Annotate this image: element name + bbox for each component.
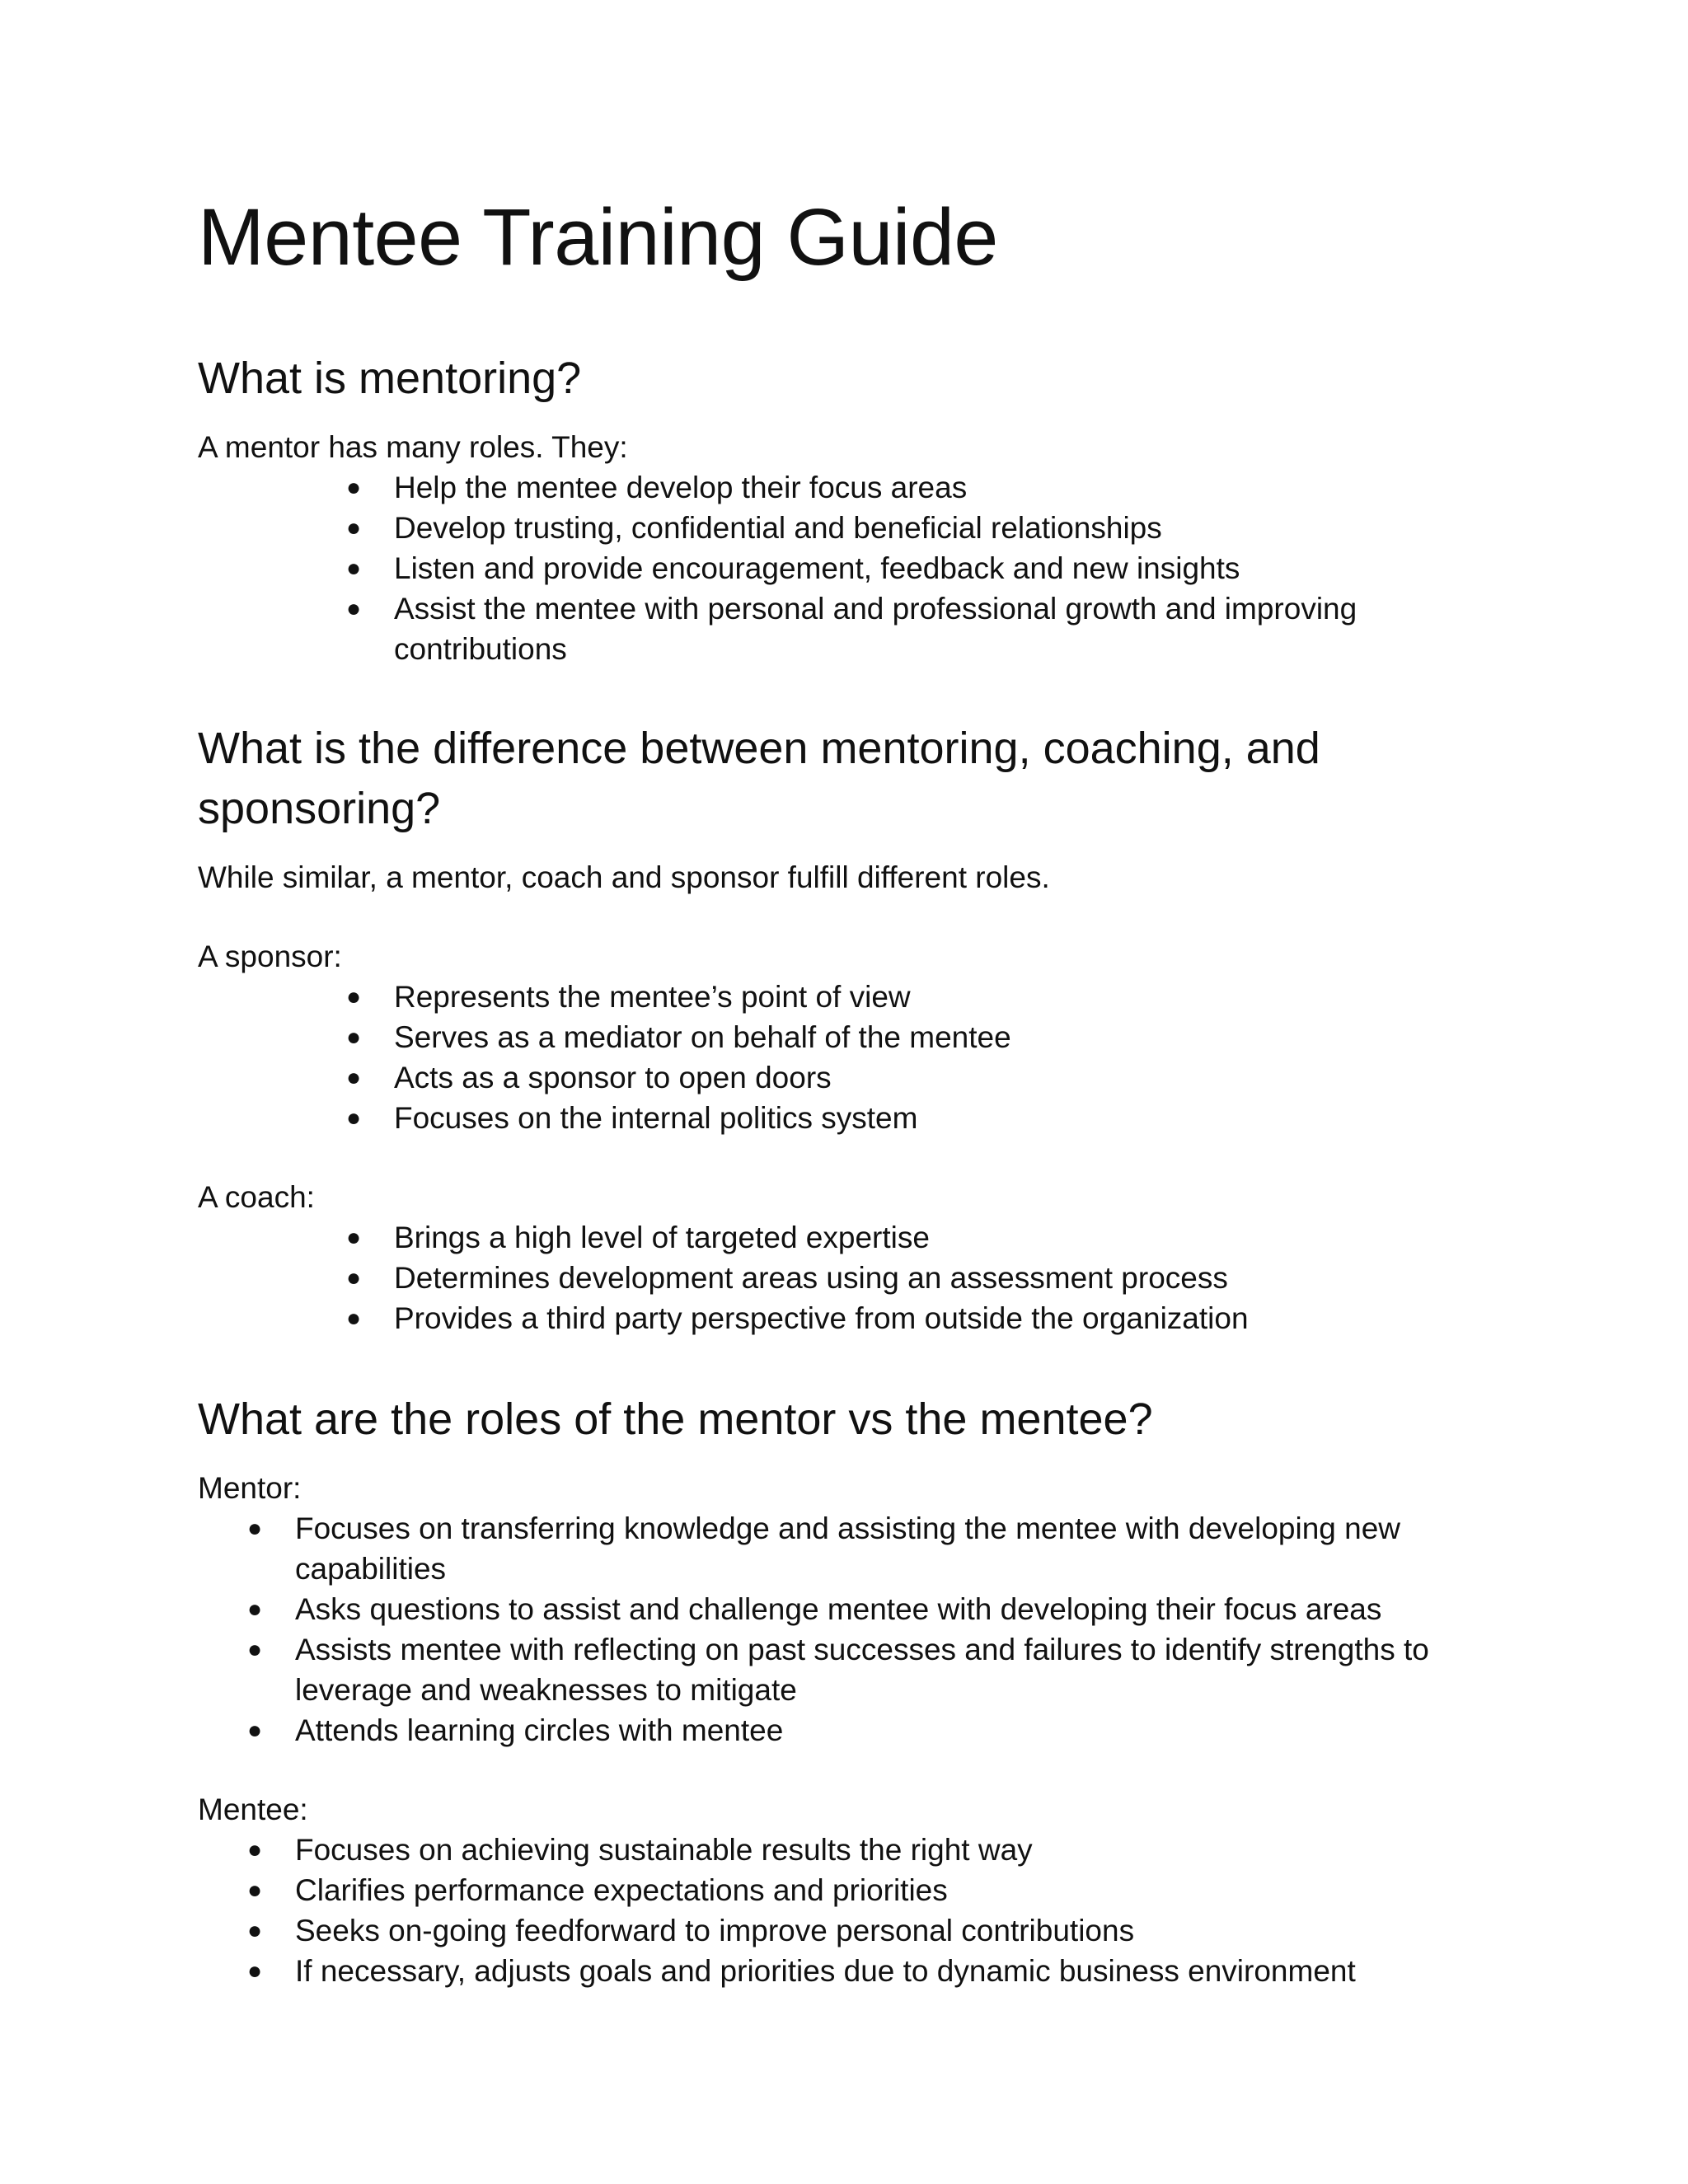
list-item [247, 1870, 1449, 1910]
list-item-text: Provides a third party perspective from outside the organization [394, 1301, 1249, 1335]
document-title: Mentee Training Guide [198, 192, 998, 282]
bullet-icon: ● [346, 1264, 362, 1291]
list-item [346, 977, 1517, 1017]
mentor-list [198, 1508, 1441, 1750]
list-item-text: Listen and provide encouragement, feedback and new insights [394, 551, 1240, 585]
bullet-icon: ● [247, 1515, 263, 1542]
section-mentoring-coaching-sponsoring [198, 719, 1517, 1338]
mentee-label: Mentee: [198, 1793, 308, 1826]
list-item [346, 508, 1517, 548]
bullet-icon: ● [346, 1024, 362, 1051]
bullet-icon: ● [247, 1957, 263, 1985]
list-item [346, 1017, 1517, 1057]
bullet-icon: ● [346, 595, 362, 622]
list-item-text: Help the mentee develop their focus areas [394, 471, 968, 504]
bullet-icon: ● [346, 555, 362, 582]
section-heading: What are the roles of the mentor vs the mentee? [198, 1394, 1153, 1444]
document-page [198, 190, 1517, 1991]
list-item-text: Represents the mentee’s point of view [394, 980, 911, 1014]
list-item-text: Focuses on achieving sustainable results the right way [295, 1833, 1033, 1867]
bullet-icon: ● [247, 1636, 263, 1663]
section-what-is-mentoring [198, 349, 1517, 669]
sponsor-list [198, 977, 1517, 1138]
section-heading: What is mentoring? [198, 354, 582, 403]
sponsor-label: A sponsor: [198, 940, 342, 973]
list-item [346, 1098, 1517, 1138]
bullet-icon: ● [346, 1064, 362, 1091]
mentee-list [198, 1830, 1449, 1991]
list-item-text: If necessary, adjusts goals and priorities due to dynamic business environment [295, 1954, 1356, 1988]
list-item [247, 1830, 1449, 1870]
list-item [346, 1217, 1517, 1258]
list-item [247, 1508, 1441, 1589]
list-item [346, 548, 1517, 588]
list-item-text: Focuses on the internal politics system [394, 1101, 918, 1135]
mentor-label: Mentor: [198, 1471, 302, 1505]
section-mentor-vs-mentee [198, 1390, 1517, 1991]
list-item-text: Asks questions to assist and challenge mentee with developing their focus areas [295, 1592, 1382, 1626]
list-item-text: Brings a high level of targeted expertise [394, 1221, 930, 1254]
list-item [346, 1298, 1517, 1338]
bullet-icon: ● [346, 1104, 362, 1132]
list-item-text: Assists mentee with reflecting on past successes and failures to identify strengths to leverage and weaknesses to mitigate [295, 1633, 1429, 1707]
bullet-icon: ● [346, 983, 362, 1010]
list-item-text: Assist the mentee with personal and professional growth and improving contributions [394, 592, 1357, 666]
list-item-text: Attends learning circles with mentee [295, 1713, 784, 1747]
bullet-icon: ● [346, 1224, 362, 1251]
list-item-text: Focuses on transferring knowledge and assisting the mentee with developing new capabilities [295, 1511, 1401, 1586]
list-item-text: Clarifies performance expectations and priorities [295, 1873, 948, 1907]
list-item [247, 1710, 1441, 1750]
bullet-icon: ● [247, 1877, 263, 1904]
list-item [247, 1589, 1441, 1629]
list-item-text: Seeks on-going feedforward to improve personal contributions [295, 1914, 1135, 1947]
section-heading: What is the difference between mentoring, coaching, and sponsoring? [198, 724, 1320, 833]
bullet-icon: ● [346, 1305, 362, 1332]
coach-list [198, 1217, 1517, 1338]
bullet-icon: ● [346, 514, 362, 541]
list-item-text: Develop trusting, confidential and beneficial relationships [394, 511, 1162, 545]
bullet-icon: ● [247, 1596, 263, 1623]
list-item [247, 1629, 1441, 1710]
bullet-icon: ● [247, 1917, 263, 1944]
list-item-text: Acts as a sponsor to open doors [394, 1061, 832, 1094]
list-item [247, 1910, 1449, 1951]
list-item [346, 1057, 1517, 1098]
list-item [247, 1951, 1449, 1991]
list-item-text: Serves as a mediator on behalf of the mentee [394, 1020, 1011, 1054]
section-intro: While similar, a mentor, coach and sponsor fulfill different roles. [198, 860, 1050, 894]
section-intro: A mentor has many roles. They: [198, 430, 628, 464]
mentor-roles-list [198, 467, 1517, 669]
list-item [346, 1258, 1517, 1298]
bullet-icon: ● [247, 1717, 263, 1744]
list-item [346, 588, 1424, 669]
list-item [346, 467, 1517, 508]
bullet-icon: ● [247, 1836, 263, 1863]
bullet-icon: ● [346, 474, 362, 501]
list-item-text: Determines development areas using an assessment process [394, 1261, 1228, 1295]
coach-label: A coach: [198, 1180, 315, 1214]
